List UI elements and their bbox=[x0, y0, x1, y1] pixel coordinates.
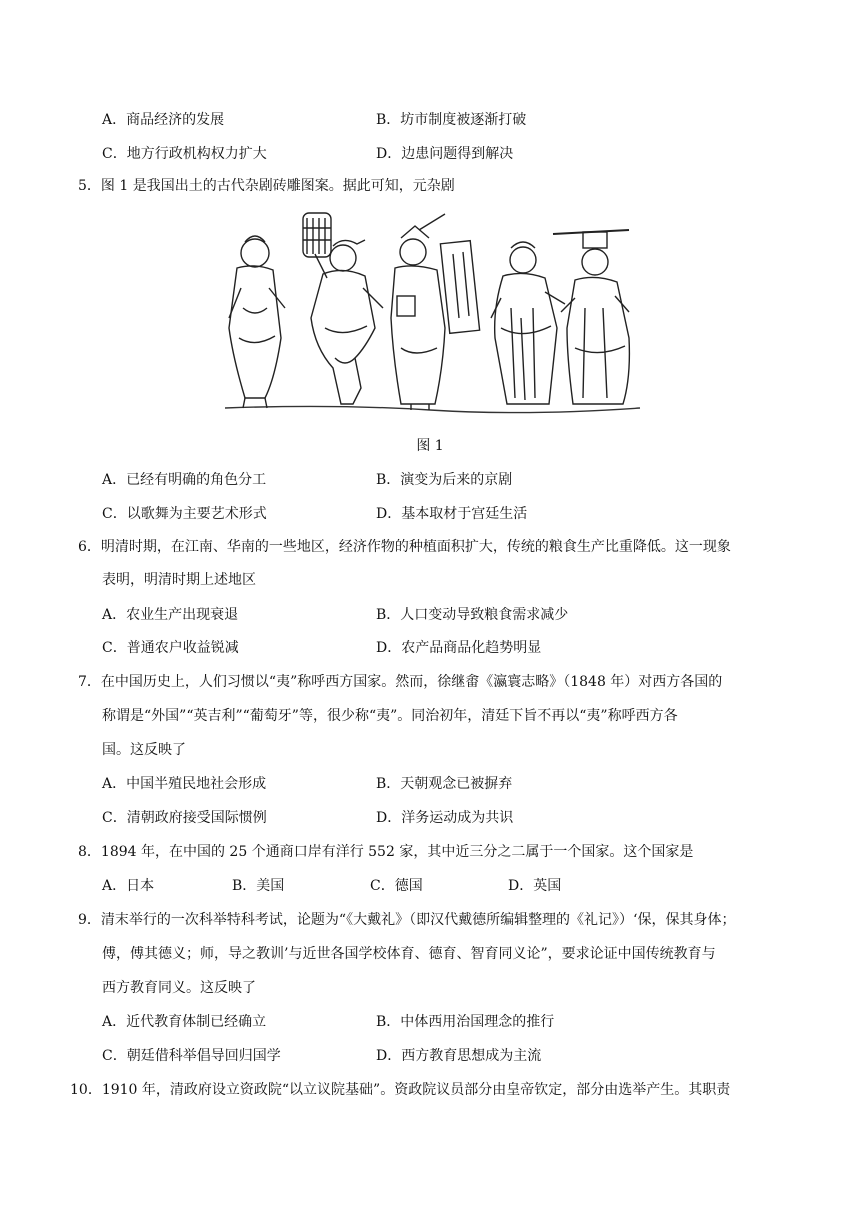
q7-option-c: C．清朝政府接受国际惯例 bbox=[102, 810, 267, 826]
q9-option-d: D．西方教育思想成为主流 bbox=[376, 1048, 542, 1064]
q7-option-b: B．天朝观念已被摒弃 bbox=[376, 776, 513, 792]
zaju-brick-carving-figure bbox=[215, 208, 645, 420]
q8-stem: 8．1894 年，在中国的 25 个通商口岸有洋行 552 家，其中近三分之二属于一个国家。这个国家是 bbox=[78, 844, 694, 860]
q9-stem-line-1: 9．清末举行的一次科举特科考试，论题为“《大戴礼》（即汉代戴德所编辑整理的《礼记》）‘保，保其身体； bbox=[78, 912, 736, 928]
q6-stem-line-1: 6．明清时期，在江南、华南的一些地区，经济作物的种植面积扩大，传统的粮食生产比重降低。这一现象 bbox=[78, 539, 731, 555]
q9-option-c: C．朝廷借科举倡导回归国学 bbox=[102, 1048, 281, 1064]
q5-option-b: B．演变为后来的京剧 bbox=[376, 472, 513, 488]
q7-stem-line-2: 称谓是“外国”“英吉利”“葡萄牙”等，很少称“夷”。同治初年，清廷下旨不再以“夷”称呼西方各 bbox=[102, 708, 678, 724]
figure-1-actor bbox=[229, 236, 285, 408]
q8-option-a: A．日本 bbox=[102, 878, 155, 894]
figure-4-actor bbox=[491, 242, 565, 404]
figure-caption: 图 1 bbox=[416, 438, 444, 454]
q6-option-b: B．人口变动导致粮食需求减少 bbox=[376, 607, 569, 623]
q9-stem-line-2: 傅，傅其德义；师，导之教训’与近世各国学校体育、德育、智育同义论”，要求论证中国传统教育与 bbox=[102, 946, 716, 962]
prev-option-a: A．商品经济的发展 bbox=[102, 112, 225, 128]
figure-2-actor bbox=[303, 213, 383, 404]
q10-stem: 10．1910 年，清政府设立资政院“以立议院基础”。资政院议员部分由皇帝钦定，部分由选举产生。其职责 bbox=[70, 1082, 731, 1098]
prev-option-b: B．坊市制度被逐渐打破 bbox=[376, 112, 527, 128]
q7-option-d: D．洋务运动成为共识 bbox=[376, 810, 514, 826]
q9-option-a: A．近代教育体制已经确立 bbox=[102, 1014, 267, 1030]
prev-option-c: C．地方行政机构权力扩大 bbox=[102, 146, 267, 162]
q9-stem-line-3: 西方教育同义。这反映了 bbox=[102, 980, 256, 996]
q6-option-c: C．普通农户收益锐减 bbox=[102, 640, 239, 656]
q5-option-a: A．已经有明确的角色分工 bbox=[102, 472, 267, 488]
q5-option-c: C．以歌舞为主要艺术形式 bbox=[102, 506, 267, 522]
q7-option-a: A．中国半殖民地社会形成 bbox=[102, 776, 267, 792]
q6-option-d: D．农产品商品化趋势明显 bbox=[376, 640, 542, 656]
prev-option-d: D．边患问题得到解决 bbox=[376, 146, 514, 162]
q6-option-a: A．农业生产出现衰退 bbox=[102, 607, 239, 623]
q7-stem-line-1: 7．在中国历史上，人们习惯以“夷”称呼西方国家。然而，徐继畬《瀛寰志略》（1848 年）对西方各国的 bbox=[78, 674, 723, 690]
q6-stem-line-2: 表明，明清时期上述地区 bbox=[102, 572, 256, 588]
q7-stem-line-3: 国。这反映了 bbox=[102, 742, 186, 758]
figure-3-actor bbox=[391, 214, 480, 410]
q8-option-d: D．英国 bbox=[508, 878, 562, 894]
q8-option-c: C．德国 bbox=[370, 878, 423, 894]
q8-option-b: B．美国 bbox=[232, 878, 285, 894]
q9-option-b: B．中体西用治国理念的推行 bbox=[376, 1014, 555, 1030]
q5-stem: 5．图 1 是我国出土的古代杂剧砖雕图案。据此可知，元杂剧 bbox=[78, 178, 455, 194]
figure-5-actor bbox=[553, 230, 629, 404]
q5-option-d: D．基本取材于宫廷生活 bbox=[376, 506, 528, 522]
